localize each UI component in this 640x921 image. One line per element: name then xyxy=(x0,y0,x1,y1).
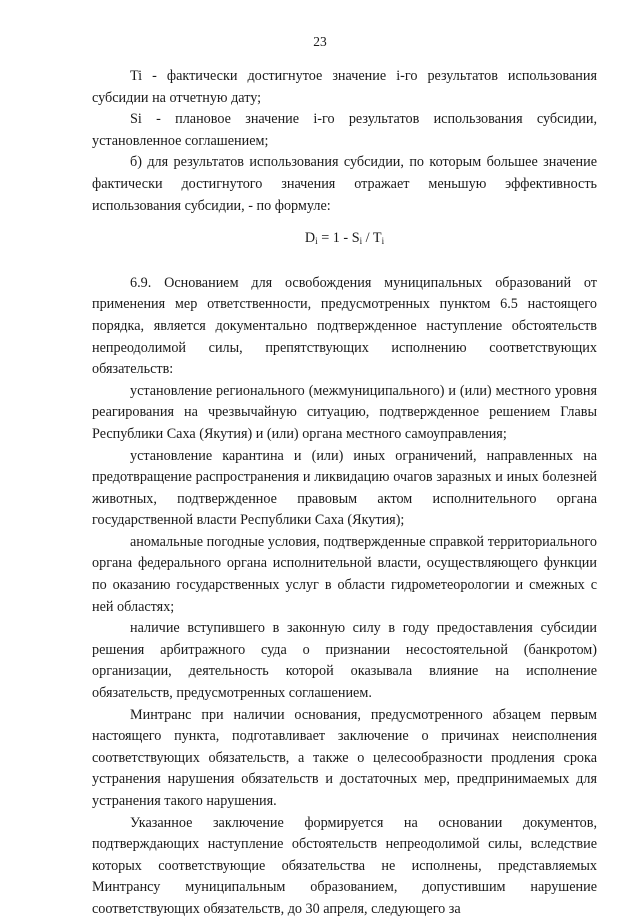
formula-divisor: / T xyxy=(362,230,382,247)
formula-lhs: D xyxy=(304,230,316,247)
paragraph-6-9: 6.9. Основанием для освобождения муниципальных образований от применения мер ответственности, предусмотренных пунктом 6.5 настоящего порядка, является документально подтвержденное наступление обстоятельств непреодолимой силы, препятствующих исполнению соответствующих обязательств: xyxy=(92,274,597,378)
formula-middle: = 1 - S xyxy=(317,230,360,247)
paragraph-mintrans-conclusion: Минтранс при наличии основания, предусмотренного абзацем первым настоящего пункта, подготавливает заключение о причинах неисполнения соответствующих обязательств, а также о целесообразности продления срока устранения нарушения обязательств и достаточных мер, предпринимаемых для устранения такого нарушения. xyxy=(92,706,597,809)
document-body xyxy=(92,66,597,921)
formula xyxy=(92,228,597,250)
page-number: 23 xyxy=(313,34,327,49)
paragraph-quarantine: установление карантина и (или) иных ограничений, направленных на предотвращение распространения и ликвидацию очагов заразных и иных болезней животных, подтвержденное правовым актом исполнительного органа государственной власти Республики Саха (Якутия); xyxy=(92,447,597,529)
paragraph-arbitration-ruling: наличие вступившего в законную силу в году предоставления субсидии решения арбитражного суда о признании несостоятельной (банкротом) организации, деятельность которой оказывала влияние на исполнение обязательств, предусмотренных соглашением. xyxy=(92,620,597,702)
paragraph-weather-conditions: аномальные погодные условия, подтвержденные справкой территориального органа федерального органа исполнительной власти, осуществляющего функции по оказанию государственных услуг в области гидрометеорологии и смежных с ней областях; xyxy=(92,533,597,615)
paragraph-ti-definition: Ti - фактически достигнутое значение i-го результатов использования субсидии на отчетную дату; xyxy=(92,68,597,106)
paragraph-conclusion-basis: Указанное заключение формируется на основании документов, подтверждающих наступление обстоятельств непреодолимой силы, вследствие которых соответствующие обязательства не исполнены, представляемых Минтрансу муниципальным образованием, допустившим нарушение соответствующих обязательств, до 30 апреля, следующего за xyxy=(92,814,597,917)
formula-middle-subscript: i xyxy=(359,236,363,247)
paragraph-formula-intro: б) для результатов использования субсидии, по которым большее значение фактически достигнутого значения отражает меньшую эффективность использования субсидии, - по формуле: xyxy=(92,154,597,214)
formula-lhs-subscript: i xyxy=(315,236,318,247)
formula-rhs-subscript: i xyxy=(381,236,385,247)
paragraph-emergency-response: установление регионального (межмуниципального) и (или) местного уровня реагирования на чрезвычайную ситуацию, подтвержденное решением Главы Республики Саха (Якутия) и (или) органа местного самоуправления; xyxy=(92,382,597,442)
paragraph-si-definition: Si - плановое значение i-го результатов использования субсидии, установленное соглашением; xyxy=(92,111,597,149)
